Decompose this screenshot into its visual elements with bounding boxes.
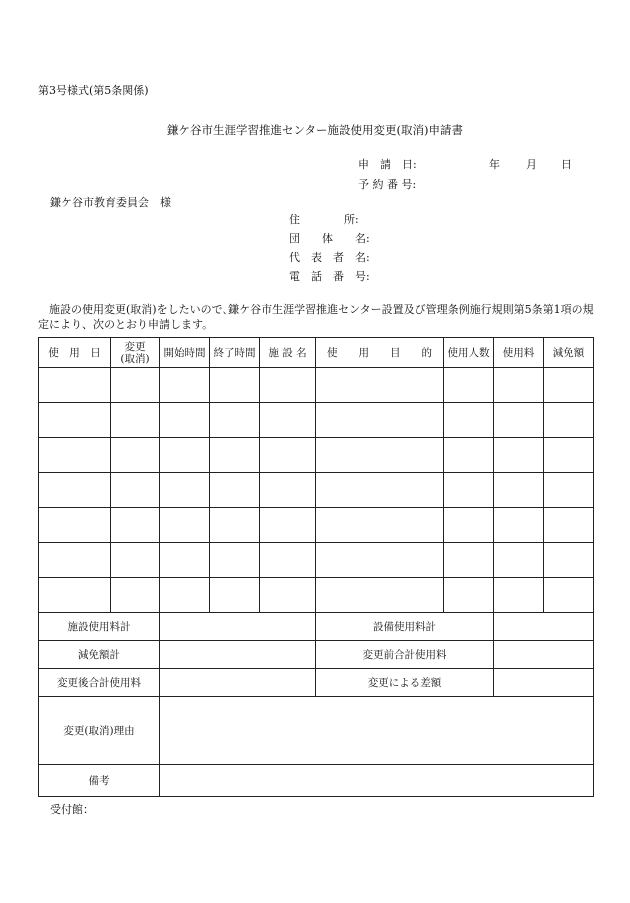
reduction-total-label: 減免額計 [39, 641, 160, 669]
group-name-label: 団 体 名: [289, 232, 370, 245]
end-time-cell[interactable] [210, 438, 260, 473]
use-date-cell[interactable] [39, 578, 111, 613]
summary-row [39, 613, 594, 641]
recipient: 鎌ケ谷市教育委員会 様 [50, 196, 171, 209]
address-label: 住 所: [289, 213, 359, 226]
header-use-date: 使 用 日 [39, 338, 111, 368]
start-time-cell[interactable] [160, 438, 210, 473]
header-fee: 使用料 [494, 338, 544, 368]
fee-cell[interactable] [494, 543, 544, 578]
document-title: 鎌ケ谷市生涯学習推進センター施設使用変更(取消)申請書 [166, 123, 463, 137]
facility-name-cell[interactable] [260, 438, 316, 473]
end-time-cell[interactable] [210, 508, 260, 543]
fee-cell[interactable] [494, 473, 544, 508]
use-date-cell[interactable] [39, 403, 111, 438]
use-date-cell[interactable] [39, 543, 111, 578]
reduction-cell[interactable] [544, 578, 594, 613]
difference-value[interactable] [494, 669, 594, 697]
start-time-cell[interactable] [160, 368, 210, 403]
receiving-facility-label: 受付館： [50, 803, 94, 816]
equipment-fee-total-label: 設備使用料計 [316, 613, 494, 641]
fee-cell[interactable] [494, 368, 544, 403]
purpose-cell[interactable] [316, 578, 444, 613]
use-date-cell[interactable] [39, 508, 111, 543]
facility-name-cell[interactable] [260, 508, 316, 543]
reduction-cell[interactable] [544, 508, 594, 543]
table-row [39, 543, 594, 578]
summary-row [39, 669, 594, 697]
notes-row [39, 765, 594, 797]
header-facility-name: 施 設 名 [260, 338, 316, 368]
fee-cell[interactable] [494, 578, 544, 613]
reservation-number-label: 予 約 番 号: [358, 178, 417, 191]
attendees-cell[interactable] [444, 508, 494, 543]
header-attendees: 使用人数 [444, 338, 494, 368]
change-cancel-cell[interactable] [111, 543, 160, 578]
notes-field[interactable] [160, 765, 594, 797]
facility-name-cell[interactable] [260, 403, 316, 438]
table-row [39, 368, 594, 403]
before-change-total-value[interactable] [494, 641, 594, 669]
header-purpose: 使 用 目 的 [316, 338, 444, 368]
change-cancel-cell[interactable] [111, 578, 160, 613]
start-time-cell[interactable] [160, 508, 210, 543]
attendees-cell[interactable] [444, 543, 494, 578]
change-reason-field[interactable] [160, 697, 594, 765]
facility-name-cell[interactable] [260, 473, 316, 508]
reduction-cell[interactable] [544, 368, 594, 403]
summary-row [39, 641, 594, 669]
use-date-cell[interactable] [39, 438, 111, 473]
reduction-cell[interactable] [544, 438, 594, 473]
facility-name-cell[interactable] [260, 578, 316, 613]
year-label: 年 [489, 158, 500, 171]
header-start-time: 開始時間 [160, 338, 210, 368]
purpose-cell[interactable] [316, 368, 444, 403]
before-change-total-label: 変更前合計使用料 [316, 641, 494, 669]
header-end-time: 終了時間 [210, 338, 260, 368]
after-change-total-value[interactable] [160, 669, 316, 697]
change-cancel-cell[interactable] [111, 438, 160, 473]
facility-fee-total-value[interactable] [160, 613, 316, 641]
purpose-cell[interactable] [316, 508, 444, 543]
fee-cell[interactable] [494, 508, 544, 543]
end-time-cell[interactable] [210, 543, 260, 578]
facility-name-cell[interactable] [260, 368, 316, 403]
attendees-cell[interactable] [444, 578, 494, 613]
reduction-cell[interactable] [544, 403, 594, 438]
phone-number-label: 電 話 番 号: [289, 270, 370, 283]
end-time-cell[interactable] [210, 473, 260, 508]
reduction-cell[interactable] [544, 543, 594, 578]
table-row [39, 403, 594, 438]
attendees-cell[interactable] [444, 473, 494, 508]
application-table [38, 337, 594, 797]
table-row [39, 508, 594, 543]
use-date-cell[interactable] [39, 368, 111, 403]
facility-fee-total-label: 施設使用料計 [39, 613, 160, 641]
table-row [39, 578, 594, 613]
after-change-total-label: 変更後合計使用料 [39, 669, 160, 697]
attendees-cell[interactable] [444, 368, 494, 403]
header-reduction: 減免額 [544, 338, 594, 368]
change-cancel-cell[interactable] [111, 473, 160, 508]
change-cancel-cell[interactable] [111, 368, 160, 403]
purpose-cell[interactable] [316, 438, 444, 473]
start-time-cell[interactable] [160, 578, 210, 613]
facility-name-cell[interactable] [260, 543, 316, 578]
attendees-cell[interactable] [444, 438, 494, 473]
reduction-total-value[interactable] [160, 641, 316, 669]
start-time-cell[interactable] [160, 543, 210, 578]
attendees-cell[interactable] [444, 403, 494, 438]
notes-label: 備考 [39, 765, 160, 797]
representative-name-label: 代 表 者 名: [289, 251, 370, 264]
day-label: 日 [561, 158, 572, 171]
equipment-fee-total-value[interactable] [494, 613, 594, 641]
use-date-cell[interactable] [39, 473, 111, 508]
change-cancel-cell[interactable] [111, 403, 160, 438]
table-row [39, 438, 594, 473]
application-date-label: 申 請 日: [358, 158, 417, 171]
start-time-cell[interactable] [160, 403, 210, 438]
reduction-cell[interactable] [544, 473, 594, 508]
fee-cell[interactable] [494, 438, 544, 473]
end-time-cell[interactable] [210, 403, 260, 438]
request-statement: 施設の使用変更(取消)をしたいので､鎌ケ谷市生涯学習推進センター設置及び管理条例施行規則第5条第1項の規定により、次のとおり申請します。 [38, 303, 594, 331]
end-time-cell[interactable] [210, 368, 260, 403]
purpose-cell[interactable] [316, 473, 444, 508]
end-time-cell[interactable] [210, 578, 260, 613]
purpose-cell[interactable] [316, 543, 444, 578]
month-label: 月 [526, 158, 537, 171]
table-row [39, 473, 594, 508]
difference-label: 変更による差額 [316, 669, 494, 697]
table-header-row [39, 338, 594, 368]
change-reason-label: 変更(取消)理由 [39, 697, 160, 765]
header-change-cancel: 変更 (取消) [111, 338, 160, 368]
start-time-cell[interactable] [160, 473, 210, 508]
purpose-cell[interactable] [316, 403, 444, 438]
reason-row [39, 697, 594, 765]
fee-cell[interactable] [494, 403, 544, 438]
form-number: 第3号様式(第5条関係) [38, 84, 149, 97]
change-cancel-cell[interactable] [111, 508, 160, 543]
